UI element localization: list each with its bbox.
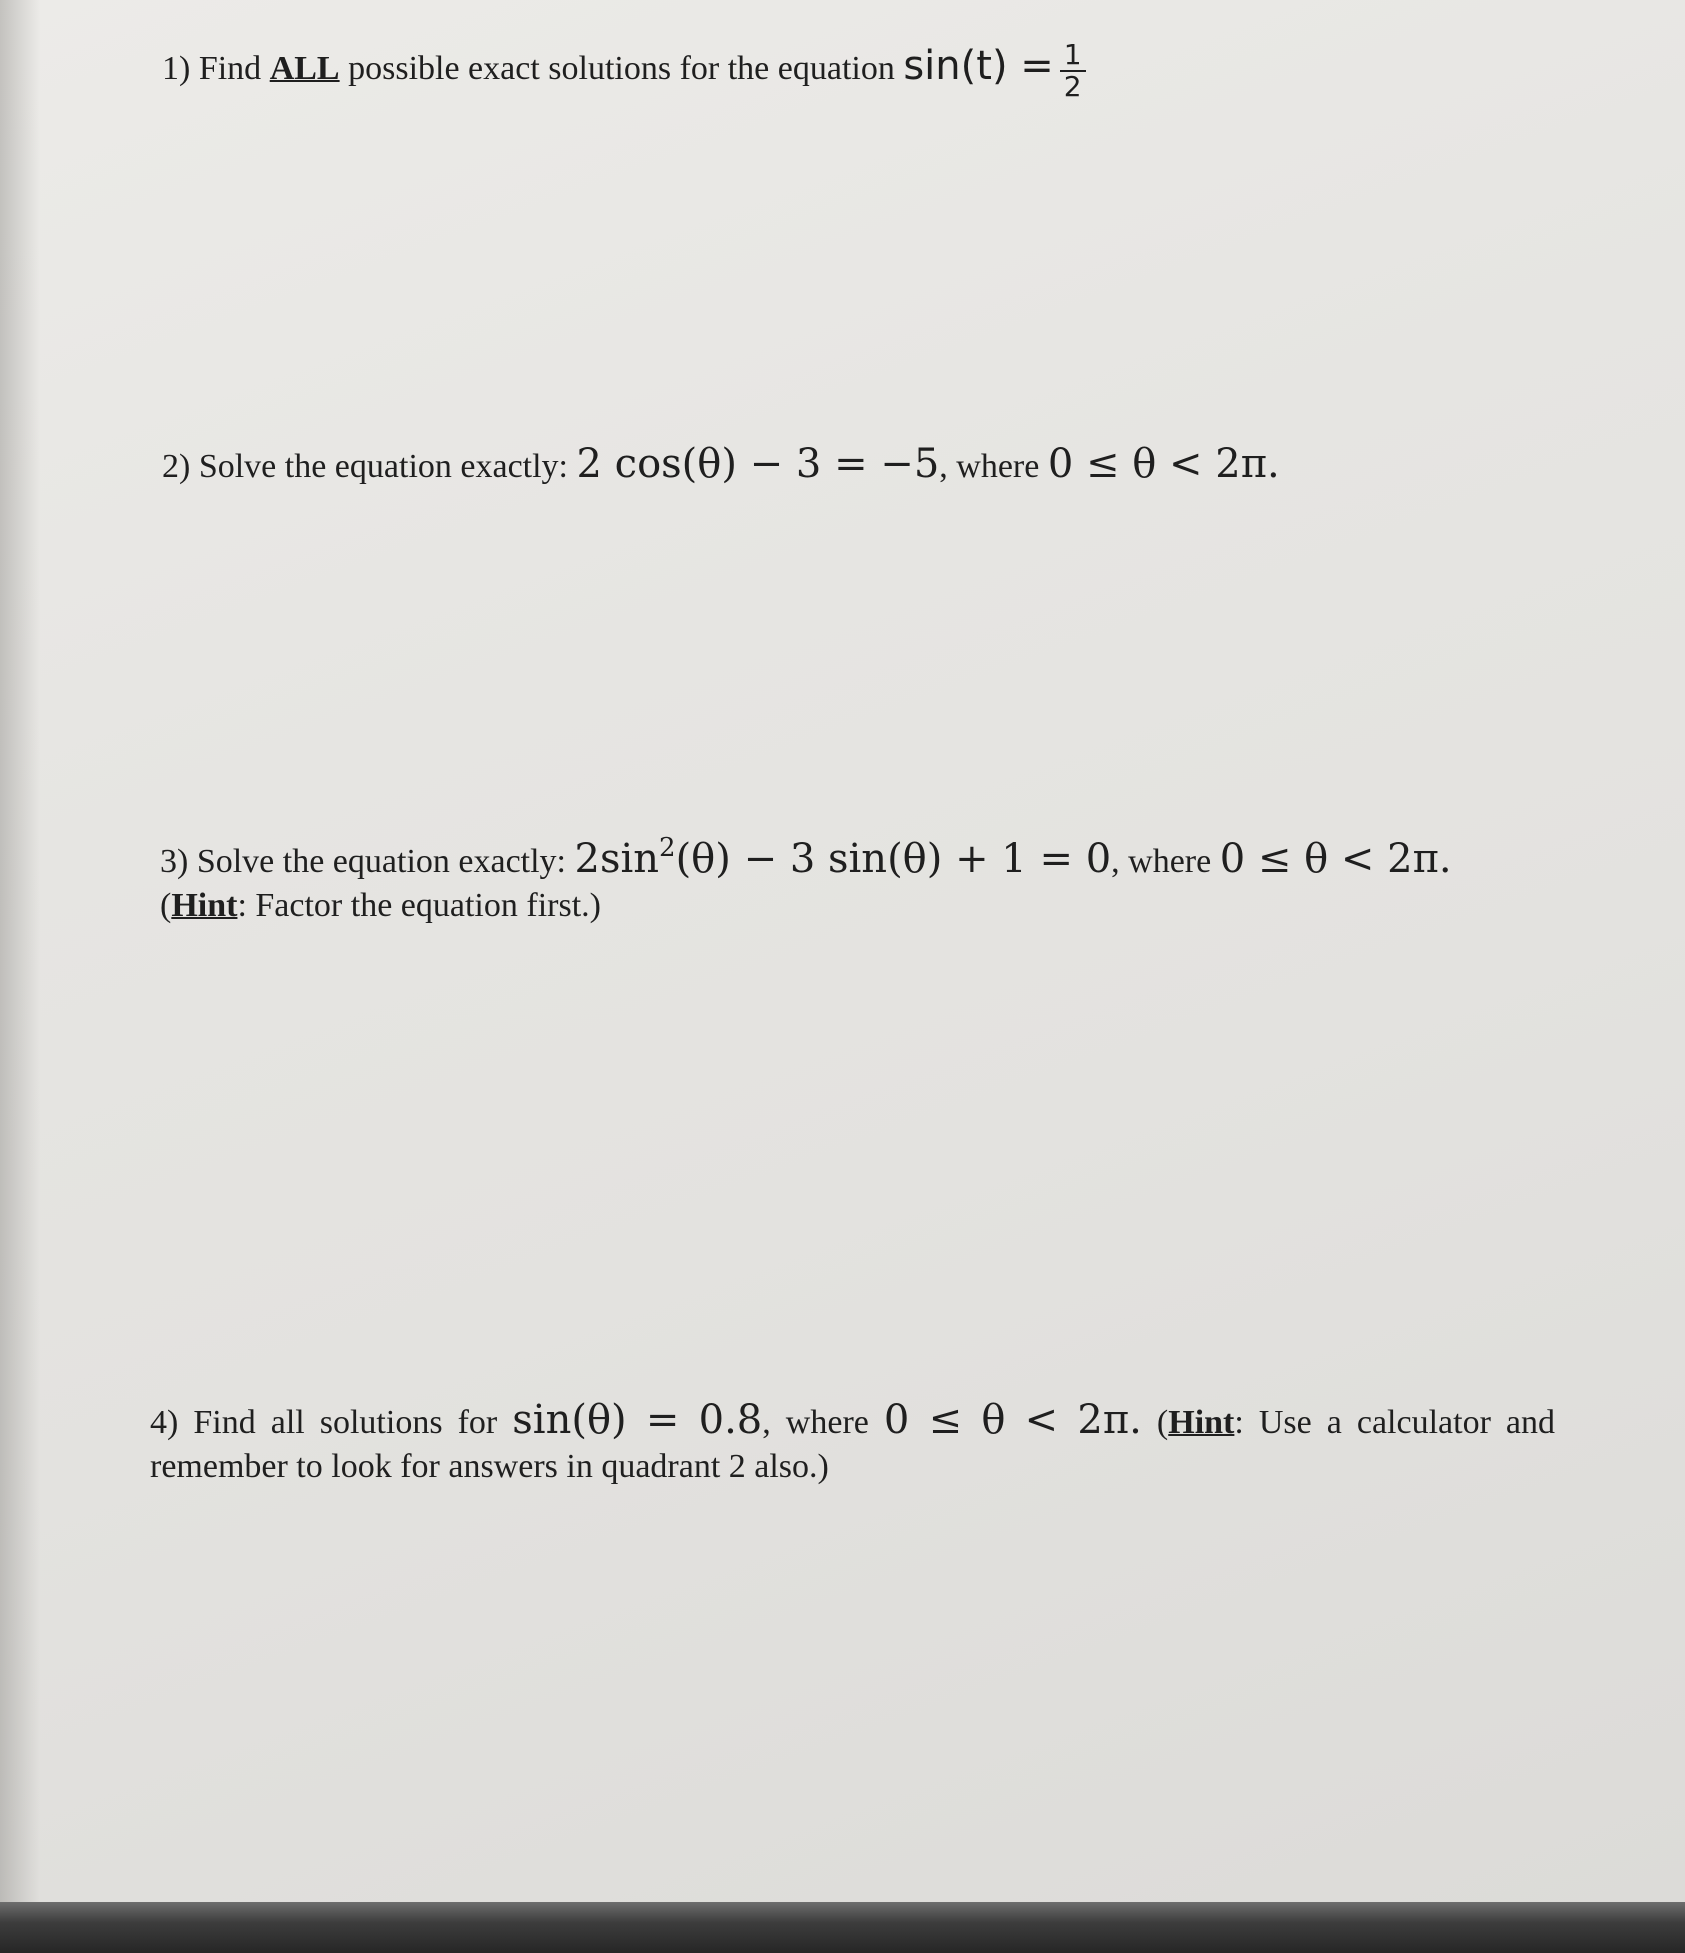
- hint-label: Hint: [1168, 1404, 1235, 1441]
- question-1-emphasis: ALL: [269, 49, 340, 87]
- question-4-number: 4): [150, 1404, 179, 1441]
- question-1-intro: Find: [198, 49, 262, 87]
- question-3: [160, 826, 1452, 928]
- question-2: [162, 442, 1280, 489]
- question-4: [150, 1398, 1555, 1489]
- question-1: [162, 40, 1086, 102]
- page-edge-shadow: [0, 0, 40, 1902]
- question-3-line-1: [160, 826, 1452, 884]
- question-2-text: Solve the equation exactly:: [198, 448, 568, 485]
- equation-exponent: 2: [659, 833, 676, 863]
- question-3-equation: [574, 833, 1112, 882]
- question-2-equation: 2 cos(θ) − 3 = −5: [576, 441, 940, 487]
- hint-open-paren: (: [160, 887, 172, 924]
- hint-text: : Factor the equation first.): [237, 887, 601, 924]
- question-4-where: , where: [762, 1404, 869, 1441]
- question-4-text: Find all solutions for: [193, 1404, 498, 1441]
- question-3-where: , where: [1111, 843, 1212, 880]
- hint-text-line-1: : Use a calculator and: [1234, 1404, 1556, 1441]
- question-3-domain: 0 ≤ θ < 2π.: [1219, 836, 1452, 882]
- question-2-number: 2): [162, 448, 191, 485]
- equation-part-1: 2sin: [574, 836, 660, 882]
- question-4-domain: 0 ≤ θ < 2π.: [883, 1397, 1142, 1443]
- question-3-hint: [160, 884, 1452, 928]
- question-1-fraction: [1060, 40, 1086, 102]
- question-4-line-1: [150, 1398, 1555, 1445]
- fraction-numerator: 1: [1060, 40, 1086, 72]
- question-4-equation: sin(θ) = 0.8: [512, 1397, 763, 1443]
- question-1-number: 1): [162, 49, 191, 87]
- question-3-number: 3): [160, 843, 189, 880]
- equation-part-2: (θ) − 3 sin(θ) + 1 = 0: [675, 836, 1112, 882]
- hint-label: Hint: [171, 887, 238, 924]
- hint-open-paren: (: [1156, 1404, 1169, 1441]
- question-4-line-2: [150, 1445, 1555, 1489]
- question-2-where: , where: [939, 448, 1040, 485]
- question-1-text: possible exact solutions for the equation: [348, 49, 895, 87]
- question-2-domain: 0 ≤ θ < 2π.: [1047, 441, 1280, 487]
- hint-text-line-2: remember to look for answers in quadrant 2 also.): [150, 1448, 829, 1485]
- fraction-denominator: 2: [1063, 70, 1082, 103]
- question-1-equation: sin(t) =: [903, 42, 1054, 89]
- question-3-text: Solve the equation exactly:: [196, 843, 566, 880]
- desk-background: [0, 1902, 1685, 1953]
